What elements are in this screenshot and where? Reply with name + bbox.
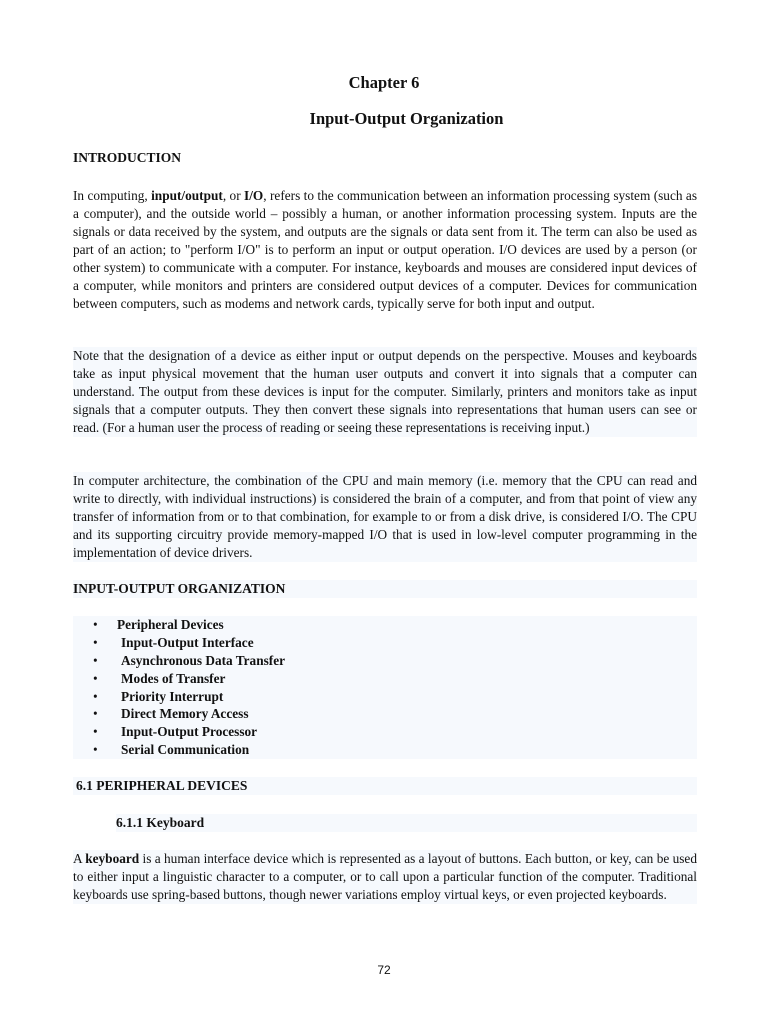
list-item: • Peripheral Devices <box>93 617 224 632</box>
bullet-icon: • <box>93 634 98 650</box>
subsection-heading-keyboard: 6.1.1 Keyboard <box>116 814 697 832</box>
io-organization-heading: INPUT-OUTPUT ORGANIZATION <box>73 580 697 598</box>
bullet-icon: • <box>93 652 98 668</box>
list-item: • Modes of Transfer <box>93 670 226 686</box>
bullet-icon: • <box>93 742 98 758</box>
intro-paragraph-3: In computer architecture, the combination of the CPU and main memory (i.e. memory that the CPU can read and write to directly, with individual instructions) is considered the brain of a computer, and from that point of view any transfer of information from or to that combination, for example to or from a disk drive, is considered I/O. The CPU and its supporting circuitry provide memory-mapped I/O that is used in low-level computer programming in the implementation of device drivers. <box>73 473 697 560</box>
intro-heading: INTRODUCTION <box>73 150 182 165</box>
chapter-label: Chapter 6 <box>348 73 420 92</box>
list-item: • Priority Interrupt <box>93 688 224 704</box>
list-item: • Serial Communication <box>93 742 250 758</box>
list-item: • Input-Output Processor <box>93 724 258 740</box>
bullet-icon: • <box>93 724 98 740</box>
bullet-icon: • <box>93 706 98 722</box>
bullet-icon: • <box>93 670 98 686</box>
list-item: • Direct Memory Access <box>93 706 249 722</box>
intro-paragraph-1: In computing, input/output, or I/O, refers to the communication between an information processing system (such as a computer), and the outside world – possibly a human, or another information processing system. Inputs are the signals or data received by the system, and outputs are the signals or data sent from it. The term can also be used as part of an action; to "perform I/O" is to perform an input or output operation. I/O devices are used by a person (or other system) to communicate with a computer. For instance, keyboards and mouses are considered input devices of a computer, while monitors and printers are considered output devices of a computer. Devices for communication between computers, such as modems and network cards, typically serve for both input and output. <box>73 188 697 311</box>
page-title: Input-Output Organization <box>309 109 504 128</box>
topic-list <box>73 616 697 759</box>
page-number: 72 <box>377 963 391 977</box>
bullet-icon: • <box>93 617 98 632</box>
section-heading-peripheral-devices: 6.1 PERIPHERAL DEVICES <box>73 777 697 795</box>
bullet-icon: • <box>93 688 98 704</box>
intro-paragraph-2: Note that the designation of a device as either input or output depends on the perspective. Mouses and keyboards take as input physical movement that the human user outputs and convert it into signals that a computer can understand. The output from these devices is input for the computer. Similarly, printers and monitors take as input signals that a computer outputs. They then convert these signals into representations that human users can see or read. (For a human user the process of reading or seeing these representations is receiving input.) <box>73 348 697 435</box>
list-item: • Input-Output Interface <box>93 634 254 650</box>
list-item: • Asynchronous Data Transfer <box>93 652 286 668</box>
keyboard-paragraph: A keyboard is a human interface device which is represented as a layout of buttons. Each button, or key, can be used to either input a linguistic character to a computer, or to call upon a particular function of the computer. Traditional keyboards use spring-based buttons, though newer variations employ virtual keys, or even projected keyboards. <box>73 851 697 902</box>
